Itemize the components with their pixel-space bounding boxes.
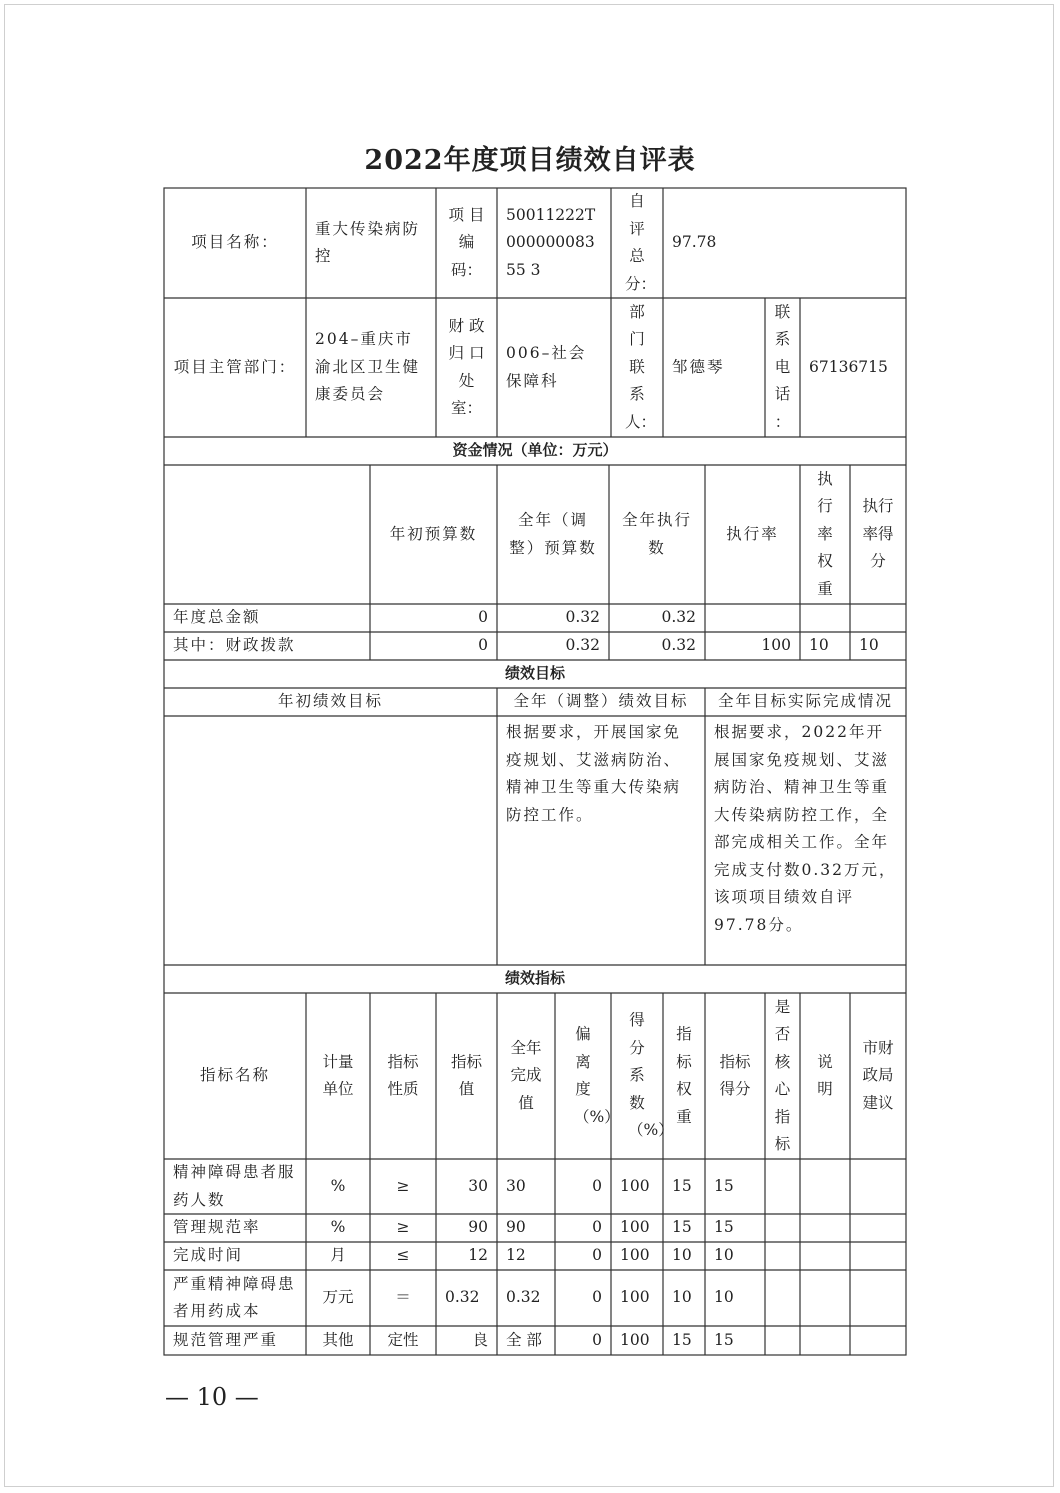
contact-value: 邹德琴 — [672, 357, 725, 376]
funds-row-label: 年度总金额 — [173, 608, 261, 627]
ind-row-nature: ＝ — [395, 1288, 411, 1307]
goals-header-initial: 年初绩效目标 — [277, 692, 383, 711]
funds-cell: 10 — [809, 636, 829, 655]
ind-row-score: 10 — [714, 1246, 734, 1265]
goals-adjusted-text: 根据要求，开展国家免疫规划、艾滋病防治、精神卫生等重大传染病防控工作。 — [506, 723, 682, 824]
finance-office-value: 006–社会保障科 — [506, 344, 587, 390]
self-score-label: 自 评 总 分： — [625, 192, 657, 293]
ind-header-actual: 全年完成值 — [510, 1038, 542, 1112]
ind-row-nature: ≥ — [396, 1176, 410, 1195]
ind-header-target: 指标值 — [450, 1052, 482, 1098]
funds-cell: 100 — [761, 636, 791, 655]
ind-header-score: 指标得分 — [719, 1052, 751, 1098]
ind-row-target: 0.32 — [445, 1288, 480, 1307]
page-title: 2022年度项目绩效自评表 — [364, 145, 696, 176]
ind-row-weight: 15 — [672, 1218, 692, 1237]
ind-row-deviation: 0 — [592, 1330, 602, 1349]
dept-label: 项目主管部门： — [173, 357, 297, 376]
ind-row-weight: 10 — [672, 1288, 692, 1307]
goals-actual-text: 根据要求，2022年开展国家免疫规划、艾滋病防治、精神卫生等重大传染病防控工作，全部完成相关工作。全年完成支付数0.32万元，该项项目绩效自评97.78分。 — [714, 723, 897, 934]
funds-cell: 0.32 — [565, 636, 600, 655]
ind-row-score: 10 — [714, 1288, 734, 1307]
funds-header-initial: 年初预算数 — [389, 524, 478, 543]
ind-header-core: 是否核心指标 — [774, 997, 791, 1153]
funds-cell — [705, 604, 800, 632]
phone-label: 联 系 电 话 ： — [774, 302, 791, 431]
ind-row-actual: 90 — [506, 1218, 526, 1237]
ind-row-name: 严重精神障碍患者用药成本 — [173, 1274, 296, 1320]
ind-row-actual: 0.32 — [506, 1288, 541, 1307]
ind-header-coef: 得分系数（%） — [628, 1011, 674, 1140]
ind-row-deviation: 0 — [592, 1246, 602, 1265]
ind-header-note: 说明 — [817, 1052, 833, 1098]
project-name-label: 项目名称： — [191, 233, 279, 252]
project-name-value: 重大传染病防控 — [315, 219, 421, 265]
ind-row-nature: 定性 — [387, 1330, 419, 1349]
dept-value: 204–重庆市渝北区卫生健康委员会 — [315, 330, 421, 404]
ind-row-coef: 100 — [620, 1330, 650, 1349]
funds-cell: 0 — [478, 608, 488, 627]
ind-row-deviation: 0 — [592, 1218, 602, 1237]
finance-office-label: 财 政 归 口 处 室： — [448, 316, 485, 417]
ind-row-weight: 15 — [672, 1330, 692, 1349]
ind-row-deviation: 0 — [592, 1288, 602, 1307]
ind-header-advice: 市财政局建议 — [862, 1038, 894, 1112]
goals-section-title: 绩效目标 — [504, 664, 565, 683]
funds-header-score: 执行率得分 — [862, 497, 894, 571]
ind-row-coef: 100 — [620, 1218, 650, 1237]
funds-header-executed: 全年执行数 — [621, 511, 692, 557]
ind-row-unit: % — [330, 1218, 346, 1237]
ind-row-target: 30 — [468, 1176, 488, 1195]
ind-row-name: 管理规范率 — [173, 1218, 261, 1237]
contact-label: 部 门 联 系 人： — [625, 302, 657, 431]
ind-row-target: 12 — [468, 1246, 488, 1265]
self-score-value: 97.78 — [672, 233, 717, 252]
project-code-label: 项 目 编 码： — [448, 205, 485, 279]
goals-header-actual: 全年目标实际完成情况 — [717, 692, 893, 711]
ind-row-coef: 100 — [620, 1246, 650, 1265]
funds-header-rate: 执行率 — [726, 524, 779, 543]
ind-row-actual: 全 部 — [506, 1330, 542, 1349]
ind-header-unit: 计量单位 — [322, 1052, 354, 1098]
ind-row-name: 规范管理严重 — [173, 1330, 279, 1349]
ind-row-actual: 12 — [506, 1246, 526, 1265]
funds-cell — [800, 604, 850, 632]
funds-cell: 0.32 — [661, 608, 696, 627]
ind-row-score: 15 — [714, 1330, 734, 1349]
funds-cell — [850, 604, 906, 632]
ind-row-unit: 其他 — [322, 1330, 354, 1349]
funds-cell: 0 — [478, 636, 488, 655]
ind-row-nature: ≤ — [396, 1246, 410, 1265]
ind-row-target: 90 — [468, 1218, 488, 1237]
goals-initial-text — [164, 716, 497, 965]
ind-header-deviation: 偏离度（%） — [574, 1025, 620, 1126]
ind-row-weight: 10 — [672, 1246, 692, 1265]
funds-cell: 0.32 — [565, 608, 600, 627]
ind-row-score: 15 — [714, 1176, 734, 1195]
funds-cell: 0.32 — [661, 636, 696, 655]
ind-row-name: 精神障碍患者服药人数 — [173, 1163, 296, 1209]
ind-row-coef: 100 — [620, 1288, 650, 1307]
ind-row-deviation: 0 — [592, 1176, 602, 1195]
indicators-section-title: 绩效指标 — [504, 969, 565, 988]
ind-row-unit: 月 — [330, 1246, 346, 1265]
ind-header-weight: 指标权重 — [676, 1025, 692, 1126]
ind-row-weight: 15 — [672, 1176, 692, 1195]
ind-row-target: 良 — [472, 1330, 488, 1349]
ind-row-nature: ≥ — [396, 1218, 410, 1237]
ind-row-name: 完成时间 — [173, 1246, 244, 1265]
funds-header-weight: 执行率权重 — [817, 469, 833, 598]
funds-section-title: 资金情况（单位：万元） — [452, 441, 618, 460]
page-number: — 10 — — [165, 1383, 259, 1411]
phone-value: 67136715 — [809, 357, 888, 376]
funds-row-label: 其中：财政拨款 — [173, 636, 296, 655]
ind-row-coef: 100 — [620, 1176, 650, 1195]
ind-row-actual: 30 — [506, 1176, 526, 1195]
project-code-value: 50011222T00000008355 3 — [506, 205, 596, 279]
funds-cell: 10 — [859, 636, 879, 655]
ind-row-unit: % — [330, 1176, 346, 1195]
funds-header-adjusted: 全年（调整）预算数 — [509, 511, 597, 557]
ind-header-name: 指标名称 — [199, 1066, 270, 1085]
ind-row-score: 15 — [714, 1218, 734, 1237]
ind-row-unit: 万元 — [322, 1288, 354, 1307]
goals-header-adjusted: 全年（调整）绩效目标 — [513, 692, 689, 711]
ind-header-nature: 指标性质 — [387, 1052, 419, 1098]
